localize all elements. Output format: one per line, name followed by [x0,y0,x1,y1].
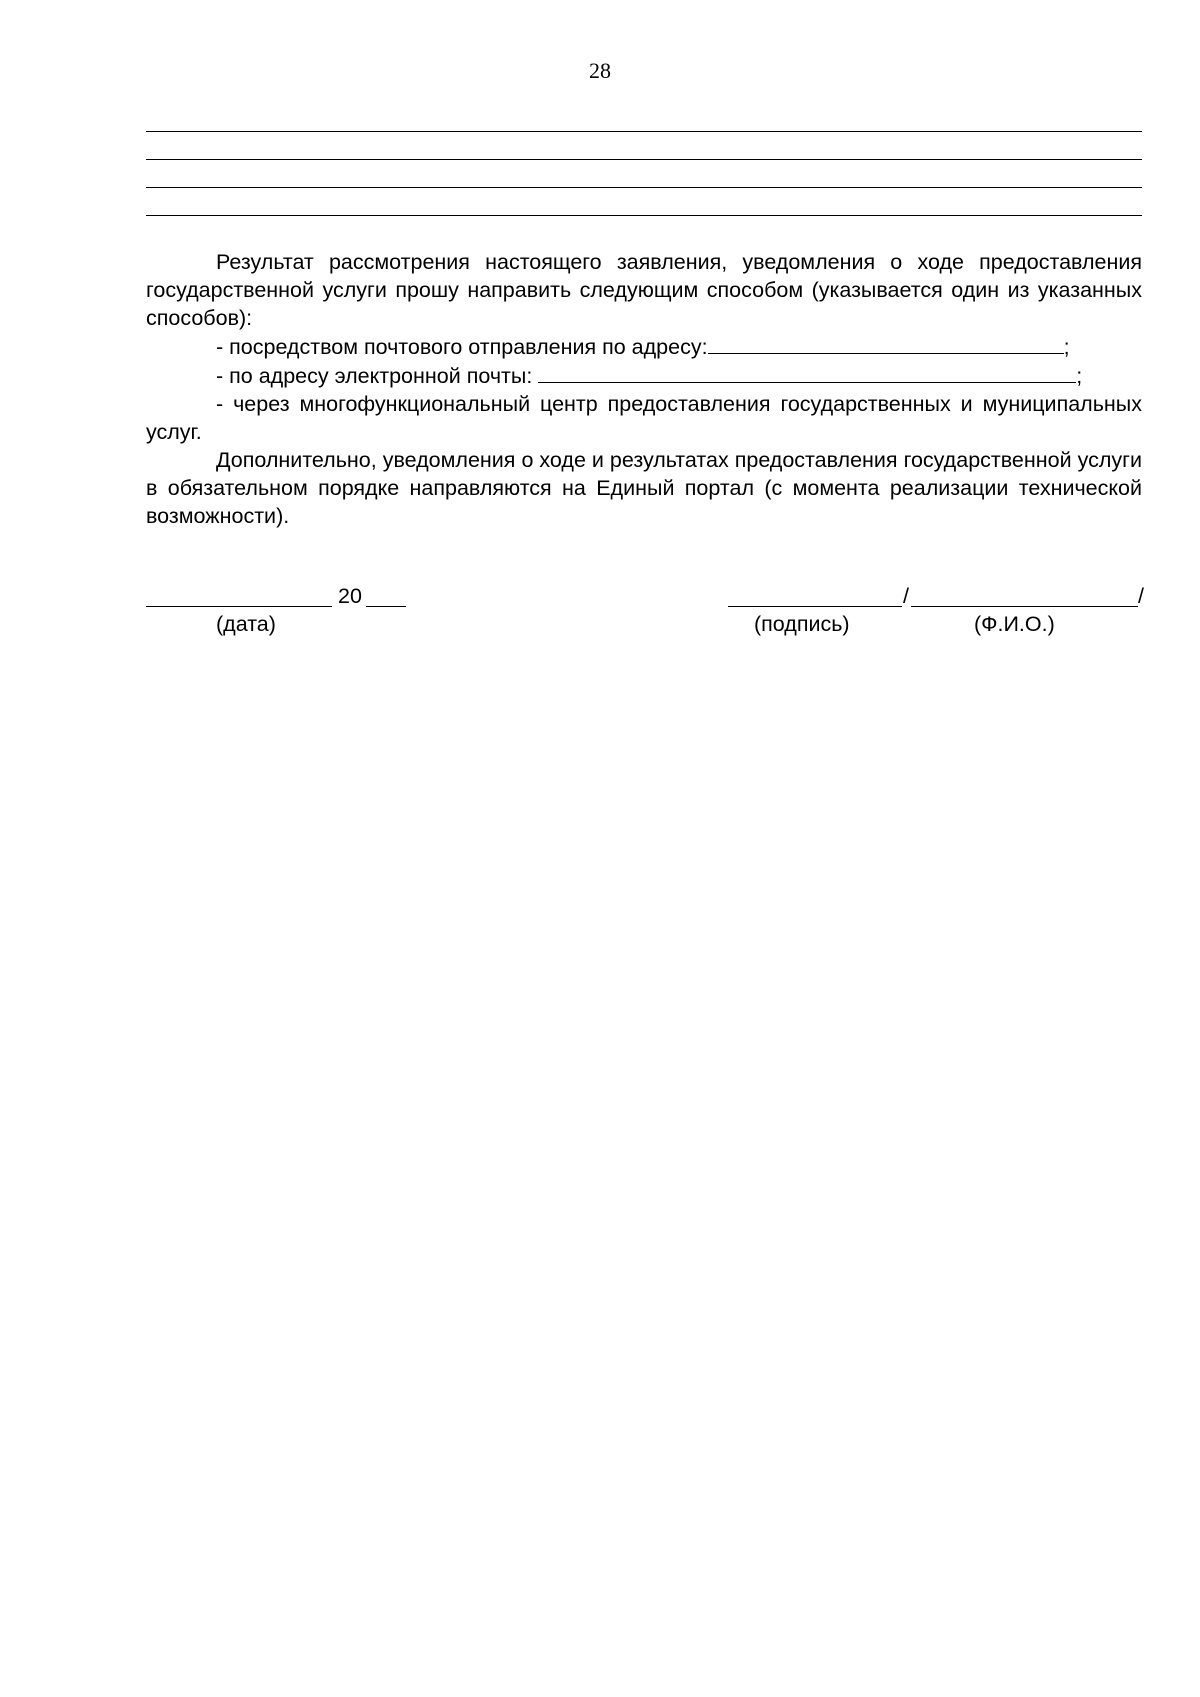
option-email-end: ; [1076,364,1083,388]
option-mfc: - через многофункциональный центр предоставления государственных и муниципальных услуг. [146,392,1142,444]
blank-fill-line[interactable] [146,131,1142,132]
year-prefix: 20 [338,584,362,608]
signature-field[interactable] [728,585,902,607]
slash-separator: / [1138,584,1144,608]
fio-field[interactable] [911,585,1138,607]
result-intro-paragraph: Результат рассмотрения настоящего заявления, уведомления о ходе предоставления государственной услуги прошу направить следующим способом (указывается один из указанных способов): [146,250,1142,330]
option-email-label: - по адресу электронной почты: [216,364,539,388]
page-number: 28 [589,58,611,83]
option-post [146,332,1142,361]
year-field[interactable] [366,585,406,607]
additional-paragraph: Дополнительно, уведомления о ходе и результатах предоставления государственной услуги в обязательном порядке направляются на Единый портал (с момента реализации технической возможности). [146,448,1142,528]
option-post-end: ; [1063,335,1070,359]
date-caption: (дата) [216,612,276,636]
fio-caption: (Ф.И.О.) [974,612,1055,636]
post-address-field[interactable] [708,332,1064,354]
blank-fill-line[interactable] [146,215,1142,216]
slash-separator: / [903,584,909,608]
delivery-method-section [146,248,1142,530]
option-post-label: - посредством почтового отправления по адресу: [216,335,708,359]
blank-fill-line[interactable] [146,187,1142,188]
blank-fill-line[interactable] [146,159,1142,160]
date-field[interactable] [146,585,332,607]
email-field[interactable] [538,361,1076,383]
signature-caption: (подпись) [754,612,850,636]
option-email [146,361,1142,390]
